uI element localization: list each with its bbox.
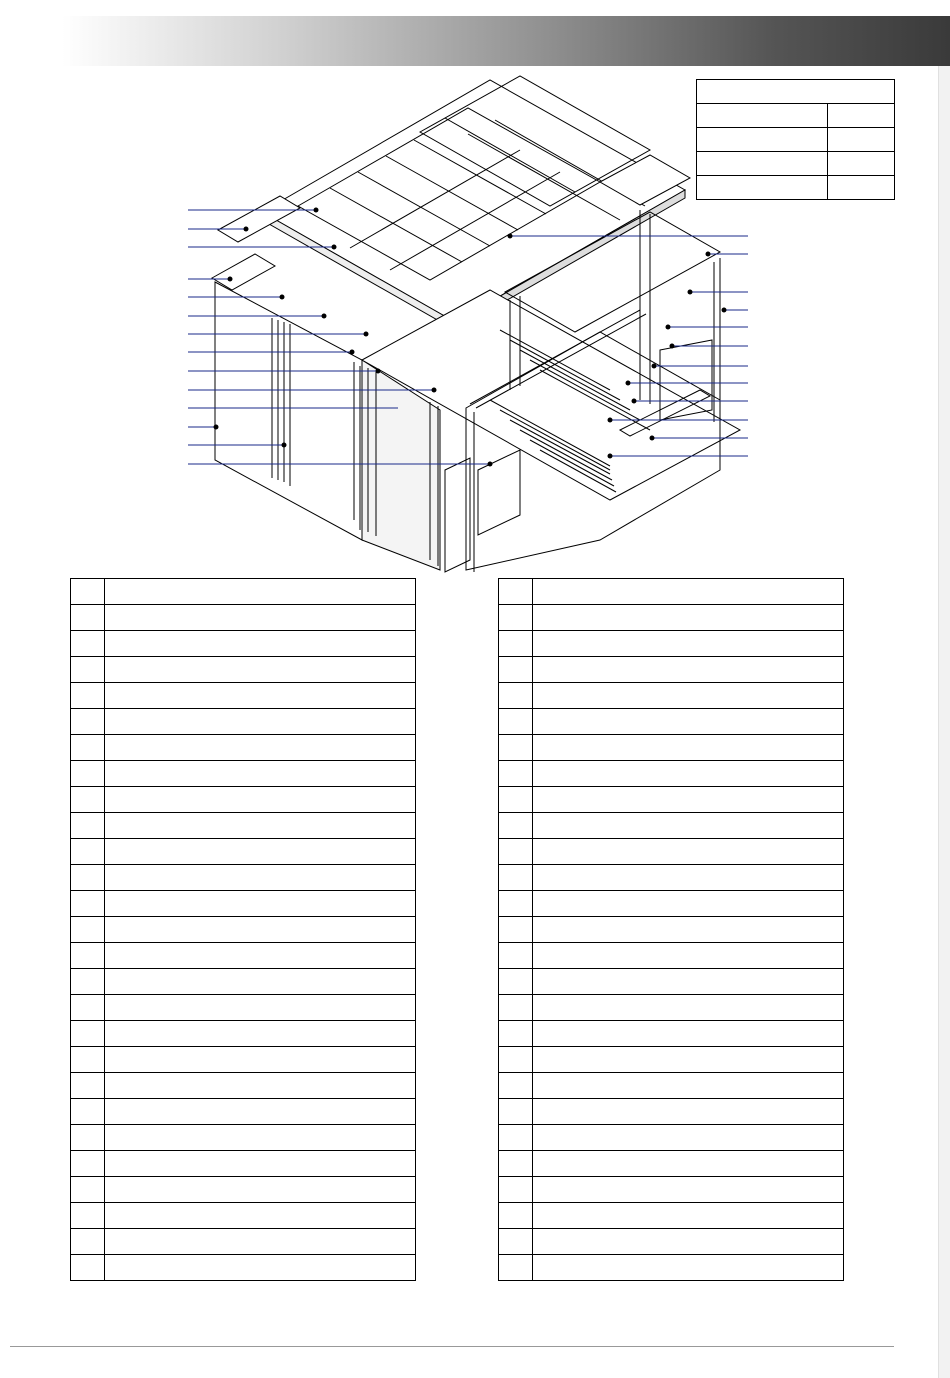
part-number-cell	[499, 1125, 533, 1151]
part-description-cell	[533, 1177, 844, 1203]
parts-table-row	[71, 1255, 416, 1281]
parts-table-row	[71, 735, 416, 761]
callout-dot	[632, 399, 637, 404]
callout-dot	[228, 277, 233, 282]
part-description-cell	[533, 1229, 844, 1255]
part-number-cell	[499, 1177, 533, 1203]
parts-table-left	[70, 578, 416, 1281]
part-description-cell	[533, 579, 844, 605]
part-description-cell	[105, 839, 416, 865]
callout-dot	[314, 208, 319, 213]
parts-table-row	[499, 787, 844, 813]
part-number-cell	[71, 1021, 105, 1047]
part-description-cell	[105, 1047, 416, 1073]
part-description-cell	[105, 995, 416, 1021]
parts-table-row	[499, 761, 844, 787]
parts-table-row	[499, 1047, 844, 1073]
part-number-cell	[499, 917, 533, 943]
part-number-cell	[499, 813, 533, 839]
part-number-cell	[71, 943, 105, 969]
part-number-cell	[71, 865, 105, 891]
parts-table-row	[71, 761, 416, 787]
part-description-cell	[105, 1073, 416, 1099]
callout-dot	[364, 332, 369, 337]
part-number-cell	[499, 969, 533, 995]
parts-table-row	[499, 943, 844, 969]
parts-table-row	[499, 579, 844, 605]
part-description-cell	[105, 891, 416, 917]
footer-divider	[10, 1346, 894, 1347]
callout-dot	[214, 425, 219, 430]
diagram-linework	[188, 76, 748, 572]
part-number-cell	[499, 605, 533, 631]
part-description-cell	[105, 787, 416, 813]
parts-table-row	[499, 657, 844, 683]
parts-table-row	[71, 943, 416, 969]
parts-table-row	[499, 631, 844, 657]
part-description-cell	[533, 631, 844, 657]
part-number-cell	[71, 891, 105, 917]
part-description-cell	[105, 1203, 416, 1229]
part-description-cell	[533, 787, 844, 813]
parts-table-row	[499, 839, 844, 865]
parts-table-row	[71, 1073, 416, 1099]
callout-dot	[282, 443, 287, 448]
parts-table-row	[71, 1151, 416, 1177]
part-number-cell	[499, 761, 533, 787]
part-description-cell	[533, 709, 844, 735]
parts-table-row	[499, 1099, 844, 1125]
parts-table-row	[71, 1125, 416, 1151]
roof-panels	[212, 76, 690, 330]
part-number-cell	[71, 839, 105, 865]
part-description-cell	[533, 1047, 844, 1073]
parts-table-row	[499, 813, 844, 839]
part-number-cell	[71, 761, 105, 787]
part-description-cell	[533, 917, 844, 943]
parts-table-row	[71, 813, 416, 839]
part-description-cell	[533, 969, 844, 995]
parts-table-row	[71, 969, 416, 995]
part-number-cell	[499, 1021, 533, 1047]
parts-table-row	[499, 865, 844, 891]
part-description-cell	[533, 1073, 844, 1099]
part-number-cell	[71, 1203, 105, 1229]
parts-table-row	[71, 579, 416, 605]
callout-dot	[706, 252, 711, 257]
part-description-cell	[533, 813, 844, 839]
parts-table-right	[498, 578, 844, 1281]
callout-dot	[626, 381, 631, 386]
parts-table-row	[71, 605, 416, 631]
callout-dot	[332, 245, 337, 250]
parts-table-row	[499, 683, 844, 709]
parts-table-row	[499, 1229, 844, 1255]
parts-table-row	[71, 1177, 416, 1203]
parts-table-row	[71, 1021, 416, 1047]
parts-table-row	[71, 865, 416, 891]
part-number-cell	[499, 995, 533, 1021]
part-number-cell	[499, 1151, 533, 1177]
parts-table-row	[499, 605, 844, 631]
part-number-cell	[499, 579, 533, 605]
part-number-cell	[499, 735, 533, 761]
parts-table-row	[71, 1099, 416, 1125]
part-number-cell	[71, 709, 105, 735]
callout-dot	[652, 364, 657, 369]
callout-dot	[650, 436, 655, 441]
part-number-cell	[499, 943, 533, 969]
part-number-cell	[71, 787, 105, 813]
part-number-cell	[499, 683, 533, 709]
part-description-cell	[105, 969, 416, 995]
part-description-cell	[533, 1021, 844, 1047]
part-number-cell	[499, 865, 533, 891]
part-number-cell	[499, 839, 533, 865]
part-number-cell	[499, 1047, 533, 1073]
parts-table-row	[71, 995, 416, 1021]
part-description-cell	[105, 761, 416, 787]
part-number-cell	[71, 579, 105, 605]
part-number-cell	[71, 683, 105, 709]
parts-table-row	[499, 1255, 844, 1281]
part-number-cell	[499, 1073, 533, 1099]
part-description-cell	[105, 813, 416, 839]
parts-table-row	[499, 1203, 844, 1229]
part-number-cell	[499, 709, 533, 735]
part-description-cell	[533, 657, 844, 683]
part-number-cell	[71, 1073, 105, 1099]
parts-table-row	[499, 709, 844, 735]
parts-table-row	[71, 631, 416, 657]
parts-table-row	[71, 657, 416, 683]
part-number-cell	[499, 657, 533, 683]
callout-dot	[376, 369, 381, 374]
part-description-cell	[105, 943, 416, 969]
parts-table-row	[499, 891, 844, 917]
parts-table-row	[71, 839, 416, 865]
part-description-cell	[105, 735, 416, 761]
parts-table-row	[499, 969, 844, 995]
callout-dot	[670, 344, 675, 349]
part-description-cell	[533, 735, 844, 761]
part-description-cell	[105, 1099, 416, 1125]
part-number-cell	[71, 1177, 105, 1203]
part-number-cell	[499, 891, 533, 917]
part-description-cell	[533, 1203, 844, 1229]
part-description-cell	[533, 1099, 844, 1125]
callout-dot	[608, 418, 613, 423]
part-description-cell	[105, 579, 416, 605]
part-description-cell	[105, 1229, 416, 1255]
part-description-cell	[533, 995, 844, 1021]
callout-dot	[280, 295, 285, 300]
callout-dot	[432, 388, 437, 393]
part-description-cell	[533, 1255, 844, 1281]
parts-table-row	[499, 995, 844, 1021]
part-number-cell	[71, 995, 105, 1021]
parts-table-row	[71, 1203, 416, 1229]
callout-dot	[688, 290, 693, 295]
part-description-cell	[105, 865, 416, 891]
part-number-cell	[499, 1255, 533, 1281]
part-number-cell	[71, 813, 105, 839]
part-number-cell	[499, 1203, 533, 1229]
part-description-cell	[105, 657, 416, 683]
part-number-cell	[499, 787, 533, 813]
part-number-cell	[71, 605, 105, 631]
callout-dot	[608, 454, 613, 459]
part-description-cell	[105, 917, 416, 943]
part-description-cell	[105, 1125, 416, 1151]
building-exploded-diagram	[0, 0, 950, 580]
part-description-cell	[105, 631, 416, 657]
parts-table-row	[499, 917, 844, 943]
part-description-cell	[533, 891, 844, 917]
part-number-cell	[71, 1125, 105, 1151]
part-number-cell	[71, 1229, 105, 1255]
part-number-cell	[71, 1255, 105, 1281]
part-description-cell	[533, 839, 844, 865]
parts-table-row	[499, 1125, 844, 1151]
part-description-cell	[533, 683, 844, 709]
parts-table-row	[499, 1177, 844, 1203]
parts-table-row	[71, 1229, 416, 1255]
parts-table-row	[71, 891, 416, 917]
parts-table-row	[71, 787, 416, 813]
part-number-cell	[499, 1099, 533, 1125]
parts-table-row	[499, 1073, 844, 1099]
part-number-cell	[499, 1229, 533, 1255]
part-description-cell	[533, 1125, 844, 1151]
part-description-cell	[533, 761, 844, 787]
part-number-cell	[71, 657, 105, 683]
part-description-cell	[105, 1151, 416, 1177]
parts-table-right-body	[499, 579, 844, 1281]
callout-dot	[722, 308, 727, 313]
callout-dot	[350, 350, 355, 355]
part-number-cell	[71, 917, 105, 943]
part-number-cell	[71, 631, 105, 657]
callout-dot	[322, 314, 327, 319]
part-number-cell	[71, 735, 105, 761]
part-description-cell	[533, 1151, 844, 1177]
callout-dot	[508, 234, 513, 239]
part-description-cell	[533, 943, 844, 969]
part-description-cell	[105, 1255, 416, 1281]
part-description-cell	[105, 1177, 416, 1203]
parts-table-row	[499, 735, 844, 761]
parts-table-row	[499, 1021, 844, 1047]
parts-table-row	[71, 917, 416, 943]
callout-dot	[244, 227, 249, 232]
parts-table-row	[499, 1151, 844, 1177]
part-description-cell	[105, 1021, 416, 1047]
parts-table-row	[71, 1047, 416, 1073]
parts-table-row	[71, 709, 416, 735]
part-number-cell	[71, 969, 105, 995]
part-number-cell	[71, 1099, 105, 1125]
part-description-cell	[105, 709, 416, 735]
parts-table-left-body	[71, 579, 416, 1281]
part-number-cell	[71, 1047, 105, 1073]
part-description-cell	[533, 865, 844, 891]
parts-table-row	[71, 683, 416, 709]
part-number-cell	[499, 631, 533, 657]
part-number-cell	[71, 1151, 105, 1177]
callout-dot	[666, 325, 671, 330]
part-description-cell	[533, 605, 844, 631]
callout-dot	[488, 462, 493, 467]
part-description-cell	[105, 683, 416, 709]
part-description-cell	[105, 605, 416, 631]
